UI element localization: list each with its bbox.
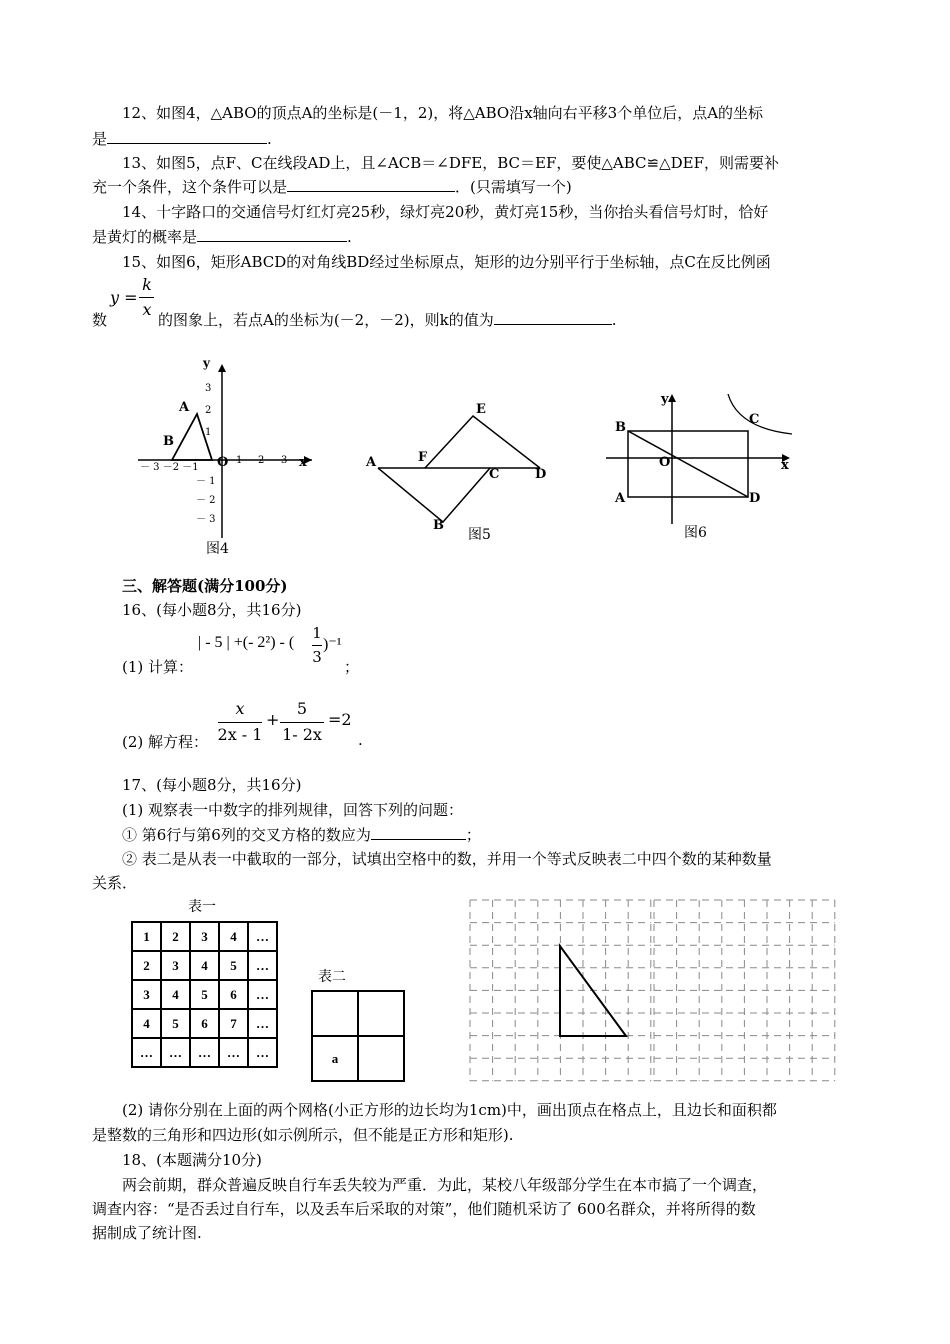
table1-cell: 1 <box>132 922 161 951</box>
q13-line1: 13、如图5，点F、C在线段AD上，且∠ACB＝∠DFE，BC＝EF，要使△ABC≌△DEF，则需要补 <box>122 154 779 172</box>
table2-cell[interactable] <box>358 1036 404 1081</box>
grid-right[interactable] <box>654 900 835 1081</box>
table1-cell: … <box>161 1038 190 1067</box>
q12-line1: 12、如图4，△ABO的顶点A的坐标是(－1，2)，将△ABO沿x轴向右平移3个单位后，点A的坐标 <box>122 104 764 122</box>
fig5-point-d: D <box>535 467 547 482</box>
q12-text: 是 <box>92 130 108 148</box>
table1-row <box>132 1038 277 1067</box>
fig5-triangle-def <box>425 416 540 468</box>
fig4-ytick: － 1 <box>196 476 216 487</box>
q13-text-b: ．(只需填写一个) <box>455 178 572 196</box>
table1-cell: 3 <box>190 922 219 951</box>
fig4-ytick: 1 <box>205 427 212 438</box>
table1-cell: 4 <box>219 922 248 951</box>
q13-answer-blank[interactable] <box>287 177 455 192</box>
fig4-y-ticks-negative <box>196 472 216 529</box>
fig6-hyperbola <box>728 394 792 434</box>
q18-line1: 两会前期，群众普遍反映自行车丢失较为严重．为此，某校八年级部分学生在本市搞了一个调查， <box>122 1176 768 1194</box>
q15-fraction-bar <box>139 297 154 298</box>
q17-head: 17、(每小题8分，共16分) <box>122 776 302 794</box>
q16-part2-end: . <box>358 731 363 749</box>
table1-row <box>132 980 277 1009</box>
table1-cell: … <box>248 951 277 980</box>
table1-cell: 4 <box>132 1009 161 1038</box>
q16-part1-expr: | - 5 | +(- 2²) - ( <box>198 634 295 651</box>
fig5-point-c: C <box>489 467 500 482</box>
q17-line1: (1) 观察表一中数字的排列规律，回答下列的问题： <box>122 801 464 819</box>
q16-part2-f1-num: x <box>235 699 245 718</box>
fig4-xticks-negative: － 3 －2 －1 <box>140 462 199 473</box>
q16-part2-eq: =2 <box>328 710 352 729</box>
fig6-origin-label: O <box>659 455 671 470</box>
table1-cell: … <box>248 922 277 951</box>
section-3-title: 三、解答题(满分100分) <box>122 577 288 595</box>
fig5-point-f: F <box>418 450 428 465</box>
q18-line2: 调查内容：“是否丢过自行车，以及丢车后采取的对策”，他们随机采访了 600名群众，并将所得的数 <box>92 1200 756 1218</box>
fig4-xtick: 2 <box>258 455 265 466</box>
q17-line2 <box>122 824 892 846</box>
q12-answer-blank[interactable] <box>107 129 267 144</box>
q16-part2-label: (2) 解方程： <box>122 733 209 751</box>
q16-part1-frac-num: 1 <box>312 624 322 642</box>
table1-row <box>132 922 277 951</box>
q17-part2-line1: (2) 请你分别在上面的两个网格(小正方形的边长均为1cm)中，画出顶点在格点上，且边长和面积都 <box>122 1101 777 1119</box>
q18-head: 18、(本题满分10分) <box>122 1151 262 1169</box>
q16-part2-f1-bar <box>218 722 262 723</box>
fig4-ytick: － 3 <box>196 514 216 525</box>
q15-text-a: 数 <box>92 311 108 329</box>
q15-answer-blank[interactable] <box>494 310 612 325</box>
q15-line2: 的图象上，若点A的坐标为(－2，－2)，则k的值为 . <box>158 311 617 329</box>
fig4-y-ticks-positive <box>205 378 217 444</box>
fig6-caption: 图6 <box>684 525 707 541</box>
fig5-caption: 图5 <box>468 527 491 543</box>
table1-cell: … <box>219 1038 248 1067</box>
q14-answer-blank[interactable] <box>197 227 347 242</box>
q16-part1-end: ； <box>344 658 360 676</box>
q14-line2: 是黄灯的概率是 . <box>92 228 352 246</box>
q13-line2 <box>92 176 862 198</box>
table1-cell: … <box>190 1038 219 1067</box>
q16-part2-f2-num: 5 <box>296 699 308 718</box>
fig6-y-label: y <box>661 392 669 407</box>
table1-cell: 5 <box>161 1009 190 1038</box>
table1-cell: 7 <box>219 1009 248 1038</box>
table1-cell: 4 <box>161 980 190 1009</box>
fig5-triangle-abc <box>378 468 490 522</box>
fig6-point-d: D <box>749 491 761 506</box>
fig6-point-a: A <box>615 491 626 506</box>
fig4-point-b: B <box>163 434 174 449</box>
q16-part2-plus: + <box>266 710 280 729</box>
table-1 <box>131 921 278 1068</box>
fig4-origin-label: O <box>217 455 229 470</box>
q17-answer-blank[interactable] <box>371 825 466 840</box>
fig4-ytick: 2 <box>205 405 212 416</box>
table1-cell: 6 <box>190 1009 219 1038</box>
table1-cell: … <box>248 980 277 1009</box>
q16-head: 16、(每小题8分，共16分) <box>122 601 302 619</box>
table1-cell: … <box>248 1038 277 1067</box>
q17-text-a: ① 第6行与第6列的交叉方格的数应为 <box>122 826 371 844</box>
fig6-y-arrow <box>668 394 676 402</box>
table2-cell[interactable] <box>358 991 404 1036</box>
q17-part2-line2: 是整数的三角形和四边形(如示例所示，但不能是正方形和矩形). <box>92 1126 514 1144</box>
fig4-y-arrow <box>218 364 226 372</box>
table2-title: 表二 <box>318 969 346 985</box>
table1-cell: 4 <box>190 951 219 980</box>
table1-cell: 5 <box>190 980 219 1009</box>
q17-line3: ② 表二是从表一中截取的一部分，试填出空格中的数，并用一个等式反映表二中四个数的某种数量 <box>122 850 772 868</box>
fig5-point-a: A <box>366 455 377 470</box>
fig4-caption: 图4 <box>206 541 229 557</box>
table1-title: 表一 <box>188 899 216 915</box>
table1-cell: 2 <box>132 951 161 980</box>
q16-part2-f2-bar <box>280 722 324 723</box>
fig6-x-label: x <box>781 458 789 473</box>
table2-cell[interactable] <box>312 991 358 1036</box>
fig4-y-label: y <box>203 356 210 370</box>
fig4-ytick: － 2 <box>196 495 216 506</box>
fig5-point-b: B <box>433 518 444 533</box>
q14-text: 是黄灯的概率是 <box>92 228 198 246</box>
table1-row <box>132 951 277 980</box>
q16-part1-frac-bar <box>312 645 322 646</box>
fig6-point-b: B <box>615 420 626 435</box>
q15-line1: 15、如图6，矩形ABCD的对角线BD经过坐标原点，矩形的边分别平行于坐标轴，点C在反比例函 <box>122 253 771 271</box>
q13-text-a: 充一个条件，这个条件可以是 <box>92 178 288 196</box>
q16-part1-tail: )⁻¹ <box>323 636 342 653</box>
q15-text-b: 的图象上，若点A的坐标为(－2，－2)，则k的值为 <box>158 311 494 329</box>
fig6-point-c: C <box>749 412 760 427</box>
q16-part1-frac-den: 3 <box>312 648 322 666</box>
q15-formula-y: y = <box>110 288 138 307</box>
q16-part2-f2-den: 1- 2x <box>282 725 322 744</box>
figure-6 <box>600 388 800 528</box>
q16-part1-label: (1) 计算： <box>122 658 194 676</box>
fig4-point-a: A <box>179 400 190 415</box>
table1-cell: 6 <box>219 980 248 1009</box>
fig4-xtick: 1 <box>236 455 243 466</box>
q17-line4: 关系． <box>92 874 138 892</box>
table1-cell: … <box>248 1009 277 1038</box>
table-2 <box>311 990 405 1082</box>
fig6-diagonal-bd <box>628 431 748 497</box>
table1-cell: … <box>132 1038 161 1067</box>
figure-5 <box>360 400 560 540</box>
table1-cell: 3 <box>132 980 161 1009</box>
table1-cell: 5 <box>219 951 248 980</box>
table1-row <box>132 1009 277 1038</box>
fig4-x-label: x <box>299 455 307 470</box>
table2-cell-a: a <box>312 1036 358 1081</box>
fig4-ytick: 3 <box>205 383 212 394</box>
fig4-xtick: 3 <box>281 455 288 466</box>
example-triangle <box>560 946 626 1036</box>
fig5-point-e: E <box>476 402 486 417</box>
q16-part2-f1-den: 2x - 1 <box>217 725 263 744</box>
q17-text-b: ； <box>465 826 481 844</box>
q18-line3: 据制成了统计图. <box>92 1224 202 1242</box>
drawing-grids <box>468 898 846 1084</box>
q14-line1: 14、十字路口的交通信号灯红灯亮25秒，绿灯亮20秒，黄灯亮15秒，当你抬头看信号灯时，恰好 <box>122 203 769 221</box>
q15-formula-num: k <box>142 275 152 294</box>
q12-line2: 是 . <box>92 130 272 148</box>
table1-cell: 2 <box>161 922 190 951</box>
q15-formula-den: x <box>142 300 152 319</box>
table1-cell: 3 <box>161 951 190 980</box>
